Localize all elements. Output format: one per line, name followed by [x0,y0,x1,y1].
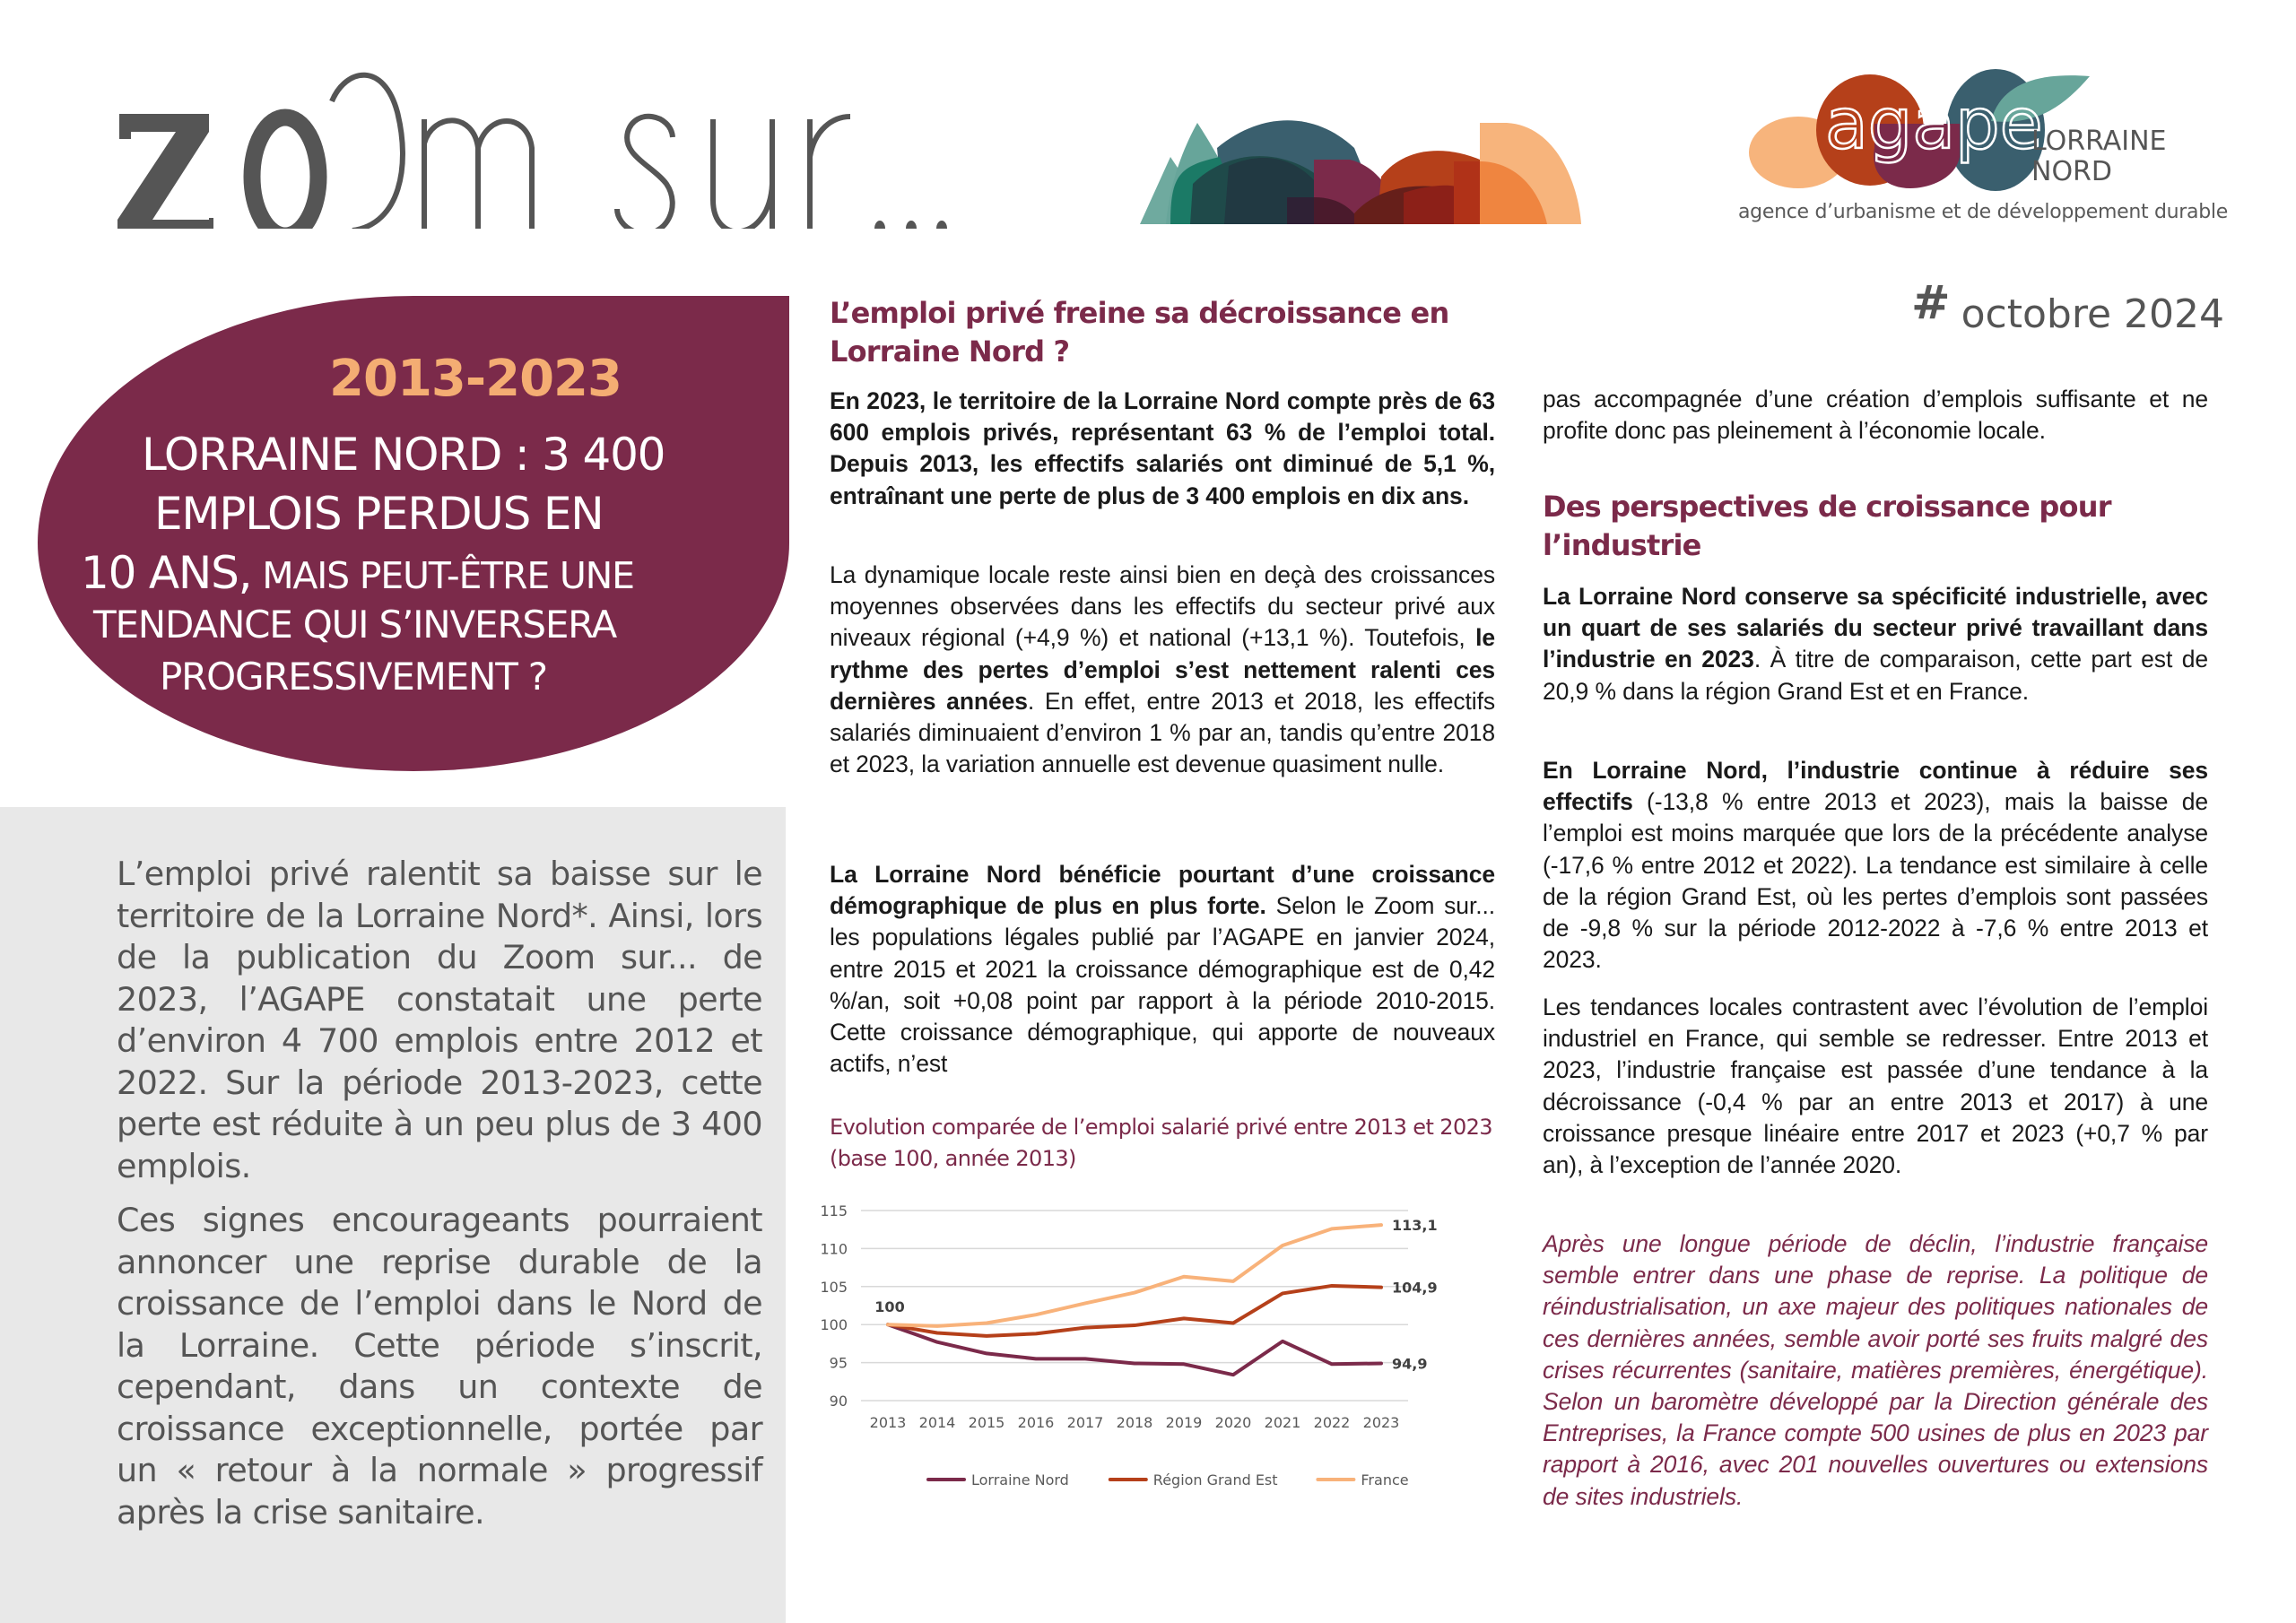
headline-line-3-small: MAIS PEUT-ÊTRE UNE [251,554,634,597]
headline-line-2: EMPLOIS PERDUS EN [154,488,604,540]
x-tick-label: 2018 [1116,1414,1153,1431]
agape-logo [1731,67,2206,193]
section-1-p3-bold: La Lorraine Nord bénéficie pourtant d’une croissance démographique de plus en plus forte. [830,861,1495,920]
y-tick-label: 95 [829,1354,848,1372]
section-2-p1-a: . À titre de comparaison, cette part est de 20,9 % dans la région Grand Est et en France. [1543,646,2208,705]
legend-label: Région Grand Est [1152,1471,1278,1488]
y-tick-label: 115 [820,1202,848,1219]
section-1-paragraph-2 [830,560,1495,780]
series-line-lorraine-nord [888,1324,1381,1375]
chart-title: Evolution comparée de l’emploi salarié privé entre 2013 et 2023 (base 100, année 2013) [830,1115,1492,1171]
headline-line-3-big: 10 ANS, [81,547,252,599]
section-1-p1-bold: En 2023, le territoire de la Lorraine Nord compte près de 63 600 emplois privés, représentant 63 % de l’emploi total. Depuis 2013, les effectifs salariés ont diminué de 5,1 %, entraînant une perte de plus de 3 400 emplois en dix ans. [830,387,1495,509]
section-2-p1-bold: La Lorraine Nord conserve sa spécificité industrielle, avec un quart de ses salariés du secteur privé travaillant dans l’industrie en 2023 [1543,583,2208,673]
section-1-p2-a: La dynamique locale reste ainsi bien en deçà des croissances moyennes observées dans les effectifs du secteur privé aux niveaux régional (+4,9 %) et national (+13,1 %). Toutefois, [830,561,1495,652]
x-tick-label: 2023 [1362,1414,1400,1431]
x-tick-label: 2016 [1017,1414,1055,1431]
intro-paragraph-1: L’emploi privé ralentit sa baisse sur le territoire de la Lorraine Nord*. Ainsi, lors de la publication du Zoom sur... de 2023, l’AGAPE constatait une perte d’environ 4 700 emplois entre 2012 et 2022. Sur la période 2013-2023, cette perte est réduite à un peu plus de 3 400 emplois. [117,855,762,1185]
headline-line-1: LORRAINE NORD : 3 400 [142,429,665,481]
y-tick-label: 105 [820,1278,848,1296]
agape-wordmark: agape [1825,84,2043,165]
x-tick-label: 2015 [968,1414,1005,1431]
headline-line-4: TENDANCE QUI S’INVERSERA [93,603,616,647]
x-tick-label: 2022 [1313,1414,1351,1431]
section-1-p2-b: . En effet, entre 2013 et 2018, les effectifs salariés diminuaient d’environ 1 % par an, tandis qu’entre 2018 et 2023, la variation annuelle est devenue quasiment nulle. [830,687,1495,778]
section-1-p2-bold: le rythme des pertes d’emploi s’est nettement ralenti ces dernières années [830,624,1495,715]
agape-tagline: agence d’urbanisme et de développement durable [1738,201,2228,223]
y-tick-label: 100 [820,1316,848,1334]
section-2-p2-bold: En Lorraine Nord, l’industrie continue à réduire ses effectifs [1543,757,2208,816]
agape-region-line2: NORD [2031,156,2112,187]
section-2-callout-italic: Après une longue période de déclin, l’industrie française semble entrer dans une phase de reprise. La politique de réindustrialisation, un axe majeur des politiques nationales de ces dernières années, semble avoir porté ses fruits malgré des crises récurrentes (sanitaire, matières premières, énergétique). Selon un baromètre développé par la Direction générale des Entreprises, la France compte 500 usines de plus en 2023 par rapport à 2016, avec 201 nouvelles ouvertures ou extensions de sites industriels. [1543,1230,2208,1510]
y-tick-label: 90 [829,1393,848,1410]
data-label: 100 [874,1298,905,1316]
issue-date-text: octobre 2024 [1961,291,2224,337]
section-2-paragraph-1 [1543,581,2208,707]
section-2-paragraph-2 [1543,755,2208,976]
section-1-title: L’emploi privé freine sa décroissance en Lorraine Nord ? [830,296,1449,369]
data-label: 94,9 [1392,1355,1428,1373]
legend-label: Lorraine Nord [971,1471,1069,1488]
section-1-p3-a: Selon le Zoom sur... les populations légales publié par l’AGAPE en janvier 2024, entre 2015 et 2021 la croissance démographique est de 0,42 %/an, soit +0,08 point par rapport à la période 2010-2015. Cette croissance démographique, qui apporte de nouveaux actifs, n’est [830,892,1495,1078]
section-2-paragraph-3: Les tendances locales contrastent avec l’évolution de l’emploi industriel en France, qui semble se redresser. Entre 2013 et 2023, l’industrie française est passée d’une tendance à la décroissance (-0,4 % par an entre 2013 et 2017) à une croissance presque linéaire entre 2017 et 2023 (+0,7 % par an), à l’exception de l’année 2020. [1543,994,2208,1179]
issue-date [1911,276,2224,337]
section-1-paragraph-3 [830,859,1495,1080]
data-label: 113,1 [1392,1217,1438,1235]
y-tick-label: 110 [820,1240,848,1258]
section-2-p2-a: (-13,8 % entre 2013 et 2023), mais la baisse de l’emploi est moins marquée que lors de la précédente analyse (-17,6 % entre 2012 et 2022). La tendance est similaire à celle de la région Grand Est, où les pertes d’emplois sont passées de -9,8 % sur la période 2012-2022 à -7,6 % entre 2013 et 2023. [1543,788,2208,974]
legend-label: France [1361,1471,1409,1488]
x-tick-label: 2020 [1214,1414,1252,1431]
zoom-sur-title-logo [115,49,1119,229]
x-tick-label: 2014 [918,1414,956,1431]
x-tick-label: 2019 [1165,1414,1203,1431]
data-label: 104,9 [1392,1279,1438,1297]
x-tick-label: 2017 [1066,1414,1104,1431]
headline-line-3 [81,547,634,599]
decorative-hills-banner [1135,112,1691,229]
intro-paragraph-2: Ces signes encourageants pourraient annoncer une reprise durable de la croissance de l’emploi dans le Nord de la Lorraine. Cette période s’inscrit, cependant, dans un contexte de croissance exceptionnelle, portée par un « retour à la normale » progressif après la crise sanitaire. [117,1201,762,1532]
x-tick-label: 2021 [1264,1414,1301,1431]
series-line-france [888,1225,1381,1326]
x-tick-label: 2013 [869,1414,907,1431]
headline-line-5: PROGRESSIVEMENT ? [160,655,547,699]
employment-line-chart [807,1184,1489,1533]
section-1-paragraph-3-continued: pas accompagnée d’une création d’emplois suffisante et ne profite donc pas pleinement à l’économie locale. [1543,386,2208,445]
agape-region-line1: LORRAINE [2031,126,2167,157]
section-1-paragraph-1 [830,386,1495,512]
headline-period: 2013-2023 [329,350,622,408]
issue-hash: # [1911,276,1951,330]
section-2-title: Des perspectives de croissance pour l’industrie [1543,490,2111,562]
